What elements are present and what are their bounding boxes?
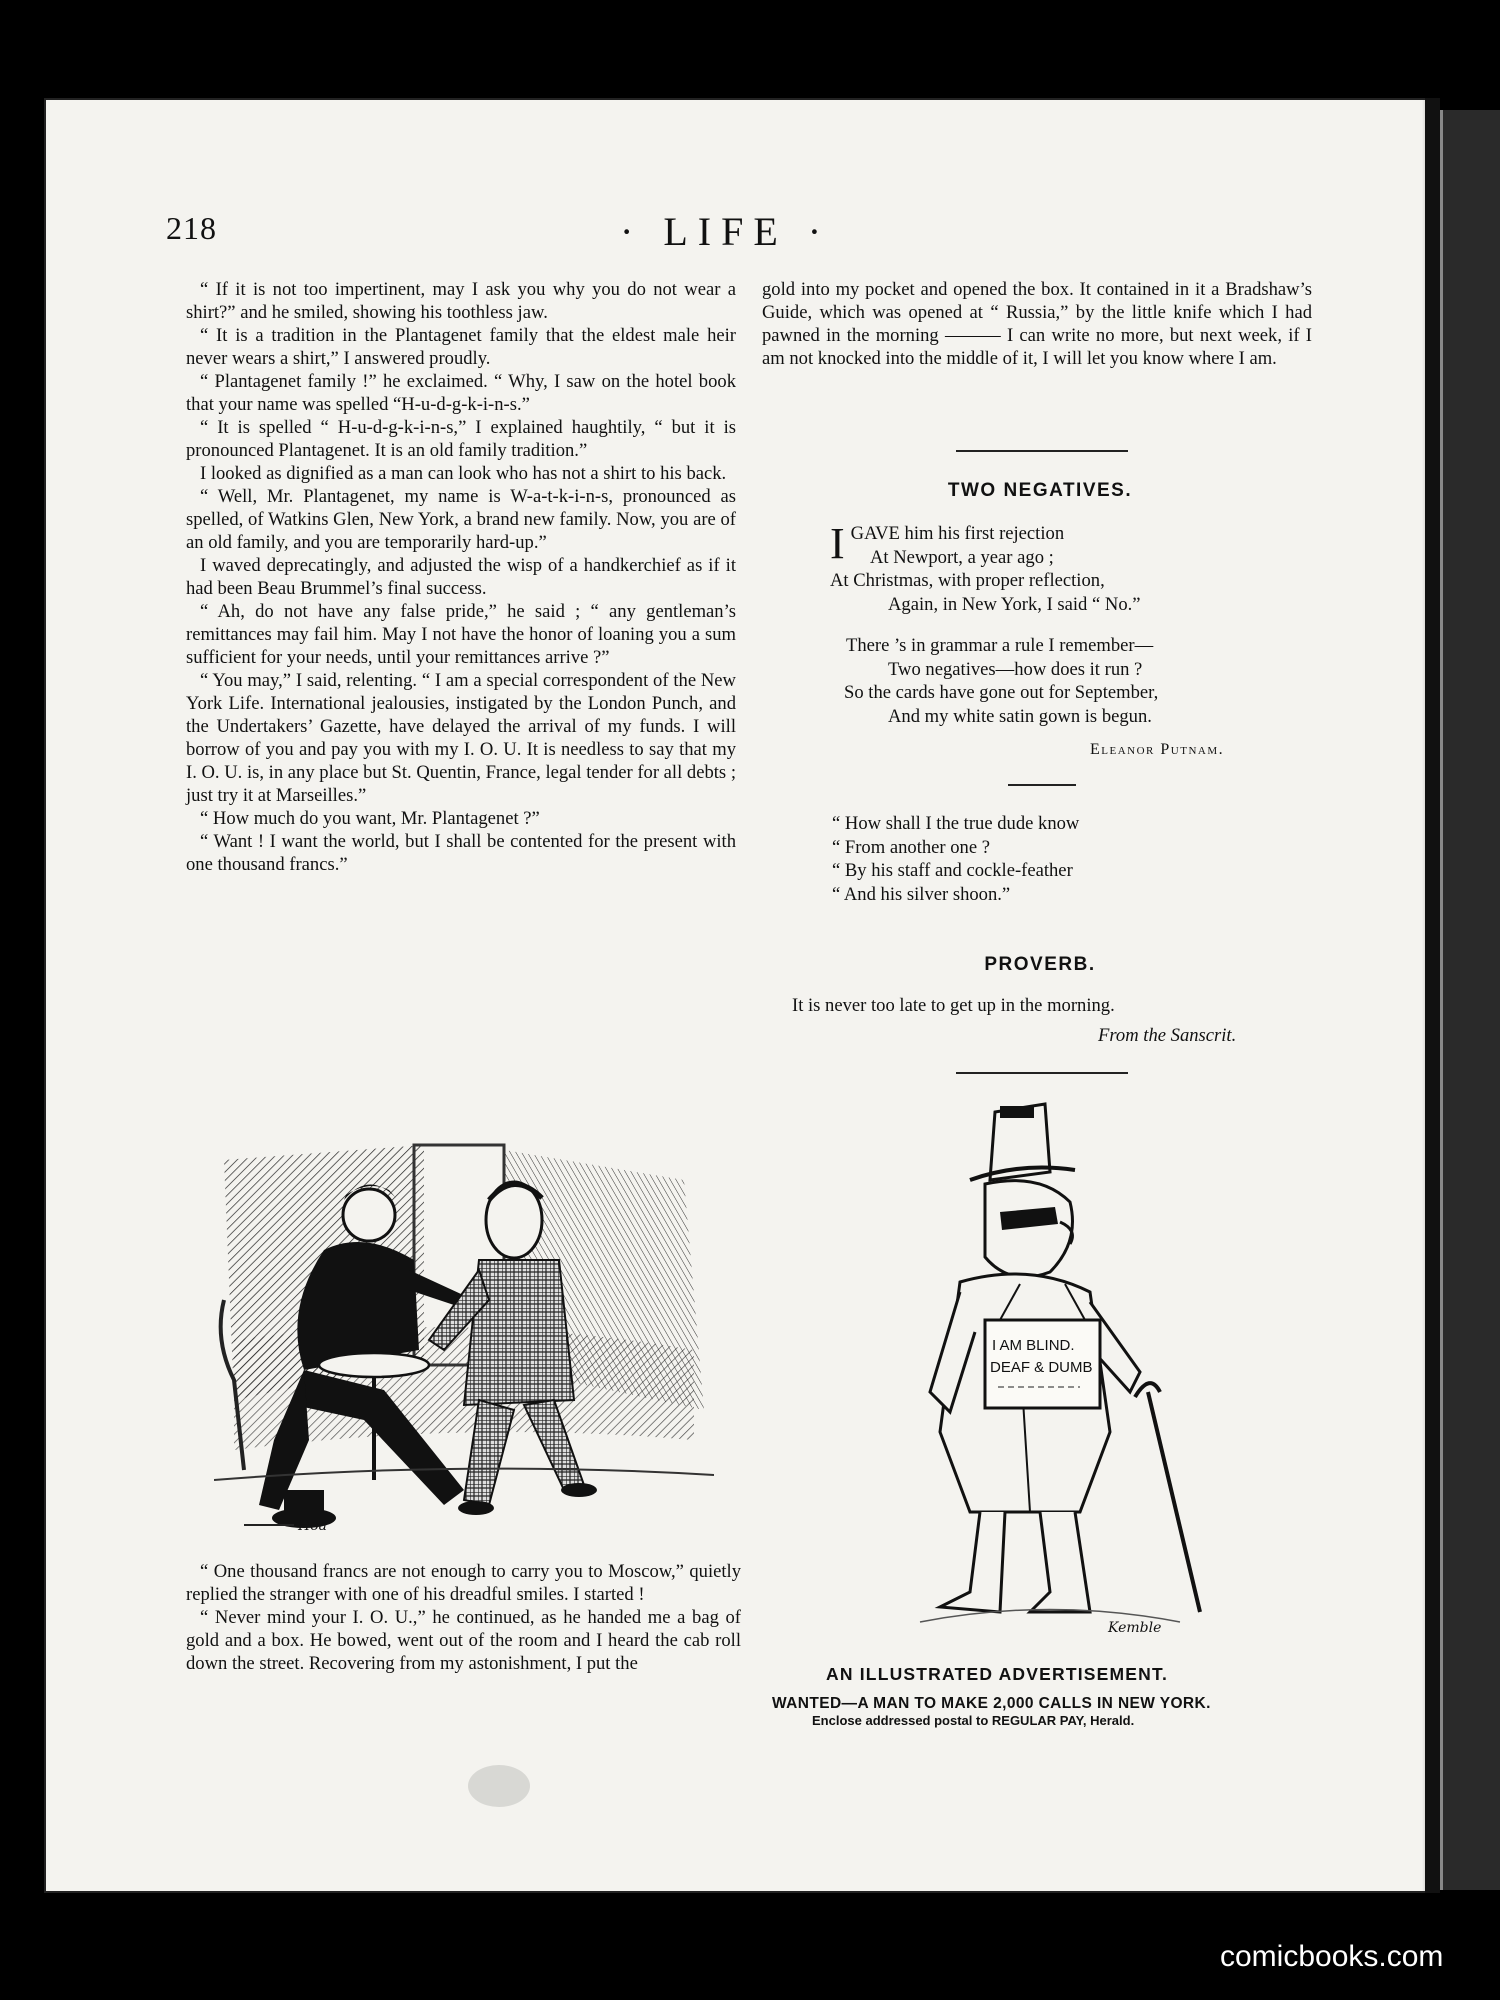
poem-line: I GAVE him his first rejection (830, 519, 1065, 568)
ad-line-1: WANTED—A MAN TO MAKE 2,000 CALLS IN NEW YORK. (772, 1695, 1211, 1712)
watermark: comicbooks.com (1220, 1940, 1444, 1973)
poem-line: “ How shall I the true dude know (832, 813, 1080, 834)
ad-line-2: Enclose addressed postal to REGULAR PAY, Herald. (812, 1713, 1135, 1728)
proverb-title: PROVERB. (984, 954, 1096, 975)
section-divider (1008, 784, 1076, 786)
paragraph: I looked as dignified as a man can look who has not a shirt to his back. (200, 463, 727, 484)
cartoon-signature: Hoa (298, 1518, 327, 1534)
poem-author: Eleanor Putnam. (1090, 741, 1225, 758)
drop-cap: I (830, 519, 845, 568)
cartoon-signature: Kemble (1108, 1620, 1162, 1636)
sign-text-line2: DEAF & DUMB (990, 1359, 1093, 1376)
poem-line: At Christmas, with proper reflection, (830, 570, 1105, 591)
sign-text-line1: I AM BLIND. (992, 1337, 1075, 1354)
poem-line: Again, in New York, I said “ No.” (888, 593, 1141, 615)
left-column-bottom (186, 1560, 741, 1675)
poem-line: At Newport, a year ago ; (870, 546, 1054, 568)
paragraph: “ Never mind your I. O. U.,” he continued, as he handed me a bag of gold and a box. He bowed, went out of the room and I heard the cab roll down the street. Recovering from my astonishment, I put the (186, 1607, 741, 1674)
section-divider (956, 1072, 1128, 1074)
paragraph: I waved deprecatingly, and adjusted the wisp of a handkerchief as if it had been Beau Brummel’s final success. (186, 555, 736, 599)
blind-beggar-illustration (880, 1092, 1220, 1652)
poem-title: TWO NEGATIVES. (947, 480, 1133, 501)
poem-line: Two negatives—how does it run ? (888, 658, 1143, 680)
poem-line: There ’s in grammar a rule I remember— (846, 635, 1154, 656)
paragraph: “ If it is not too impertinent, may I ask you why you do not wear a shirt?” and he smiled, showing his toothless jaw. (186, 279, 736, 323)
proverb-source: From the Sanscrit. (1098, 1025, 1237, 1046)
paragraph: “ How much do you want, Mr. Plantagenet ?” (200, 808, 540, 829)
paragraph: “ Plantagenet family !” he exclaimed. “ Why, I saw on the hotel book that your name was spelled “H-u-d-g-k-i-n-s.” (186, 371, 736, 415)
paragraph: “ Want ! I want the world, but I shall be contented for the present with one thousand francs.” (186, 831, 736, 875)
poem-line: “ By his staff and cockle-feather (832, 860, 1073, 881)
paragraph: “ One thousand francs are not enough to carry you to Moscow,” quietly replied the stranger with one of his dreadful smiles. I started ! (186, 1561, 741, 1605)
right-column-top (762, 278, 1312, 370)
magazine-title: · LIFE · (620, 209, 832, 254)
ad-title: AN ILLUSTRATED ADVERTISEMENT. (826, 1664, 1169, 1684)
page-number: 218 (166, 210, 217, 246)
poem-line: “ And his silver shoon.” (832, 883, 1011, 905)
poem-line: So the cards have gone out for September, (844, 682, 1159, 703)
poem-line: And my white satin gown is begun. (888, 705, 1152, 727)
poem-line: “ From another one ? (832, 836, 990, 858)
cafe-scene-illustration (214, 1140, 714, 1540)
page-smudge (468, 1765, 530, 1807)
paragraph: “ It is a tradition in the Plantagenet family that the eldest male heir never wears a shirt,” I answered proudly. (186, 325, 736, 369)
paragraph: “ Ah, do not have any false pride,” he said ; “ any gentleman’s remittances may fail him. May I not have the honor of loaning you a sum sufficient for your needs, until your remittances arrive ?” (186, 601, 736, 668)
page-spine (1425, 98, 1440, 1893)
proverb-text: It is never too late to get up in the morning. (792, 995, 1115, 1016)
paragraph: gold into my pocket and opened the box. It contained in it a Bradshaw’s Guide, which was opened at “ Russia,” by the little knife which I had pawned in the morning ——— I can write no more, but next week, if I am not knocked into the middle of it, I will let you know where I am. (762, 279, 1312, 369)
paragraph: “ You may,” I said, relenting. “ I am a special correspondent of the New York Life. International jealousies, instigated by the London Punch, and the Undertakers’ Gazette, have delayed the arrival of my funds. I will borrow of you and pay you with my I. O. U. It is needless to say that my I. O. U. is, in any place but St. Quentin, France, legal tender for all debts ; just try it at Marseilles.” (186, 670, 736, 806)
section-divider (956, 450, 1128, 452)
adjacent-page-edge (1440, 110, 1500, 1890)
poem-two-negatives (830, 519, 1280, 728)
paragraph: “ Well, Mr. Plantagenet, my name is W-a-t-k-i-n-s, pronounced as spelled, of Watkins Glen, New York, a brand new family. Now, you are of an old family, and you are temporarily hard-up.” (186, 486, 736, 553)
dude-verse (832, 812, 1079, 906)
paragraph: “ It is spelled “ H-u-d-g-k-i-n-s,” I explained haughtily, “ but it is pronounced Plantagenet. It is an old family tradition.” (186, 417, 736, 461)
left-column-top (186, 278, 736, 876)
